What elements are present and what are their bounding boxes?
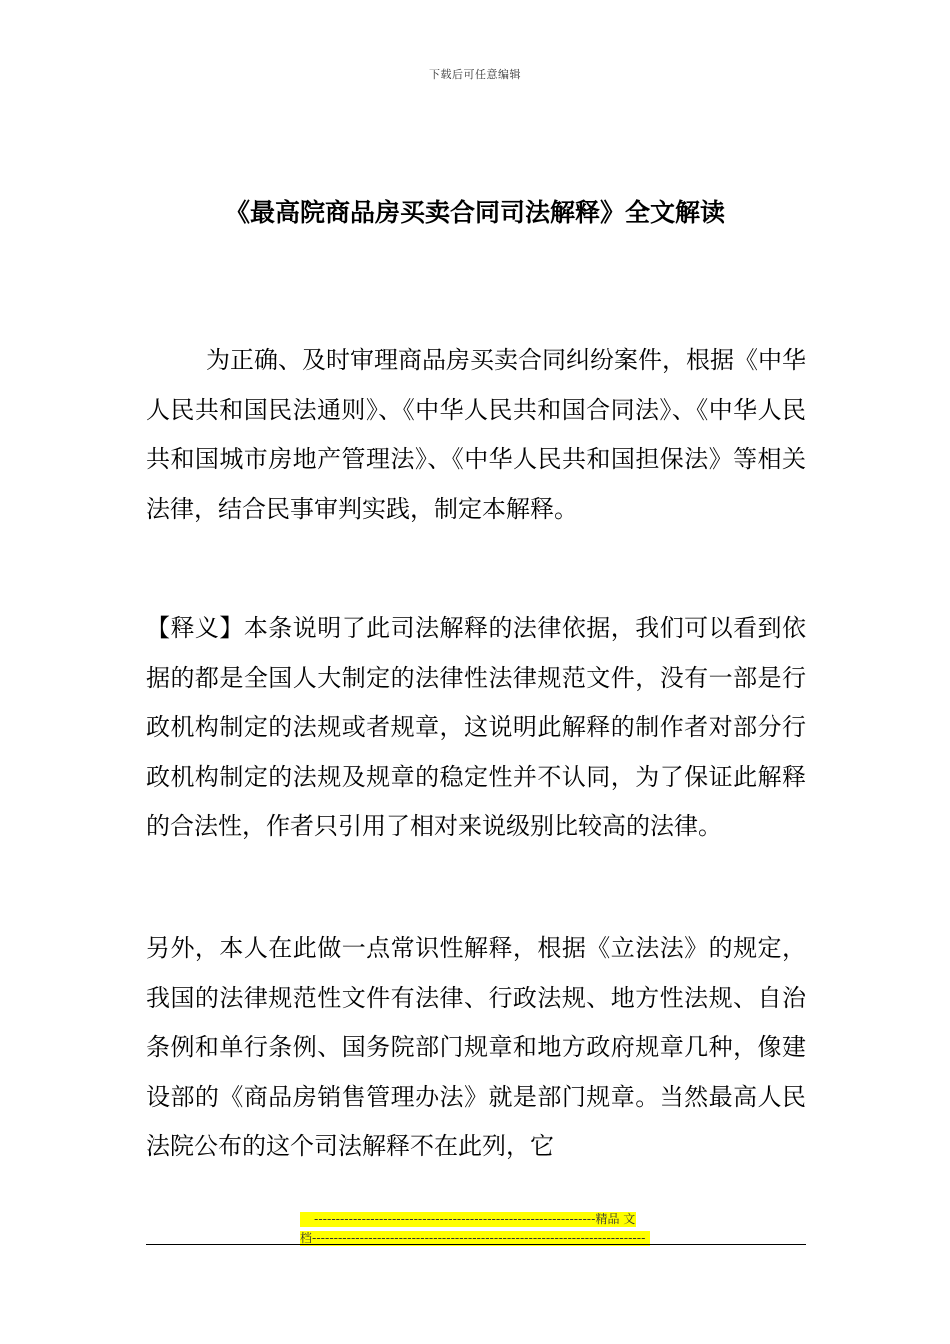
paragraph-additional: 另外，本人在此做一点常识性解释，根据《立法法》的规定，我国的法律规范性文件有法律、行政法规、地方性法规、自治条例和单行条例、国务院部门规章和地方政府规章几种，像建设部的《商品房销售管理办法》就是部门规章。当然最高人民法院公布的这个司法解释不在此列，它 bbox=[146, 934, 806, 1160]
document-title: 《最高院商品房买卖合同司法解释》全文解读 bbox=[224, 198, 725, 227]
footer-divider bbox=[146, 1244, 806, 1245]
footer-line-2: 档----------------------------------------------------------------------------- bbox=[300, 1231, 650, 1246]
paragraph-interpretation: 【释义】本条说明了此司法解释的法律依据，我们可以看到依据的都是全国人大制定的法律性法律规范文件，没有一部是行政机构制定的法规或者规章，这说明此解释的制作者对部分行政机构制定的法规及规章的稳定性并不认同，为了保证此解释的合法性，作者只引用了相对来说级别比较高的法律。 bbox=[146, 614, 806, 840]
footer-line-1: -----------------------------------------------------------------精品 文 bbox=[300, 1212, 636, 1227]
page-header-note: 下载后可任意编辑 bbox=[429, 68, 521, 81]
paragraph-intro: 为正确、及时审理商品房买卖合同纠纷案件，根据《中华人民共和国民法通则》、《中华人民共和国合同法》、《中华人民共和国城市房地产管理法》、《中华人民共和国担保法》等相关法律，结合民事审判实践，制定本解释。 bbox=[146, 346, 806, 523]
